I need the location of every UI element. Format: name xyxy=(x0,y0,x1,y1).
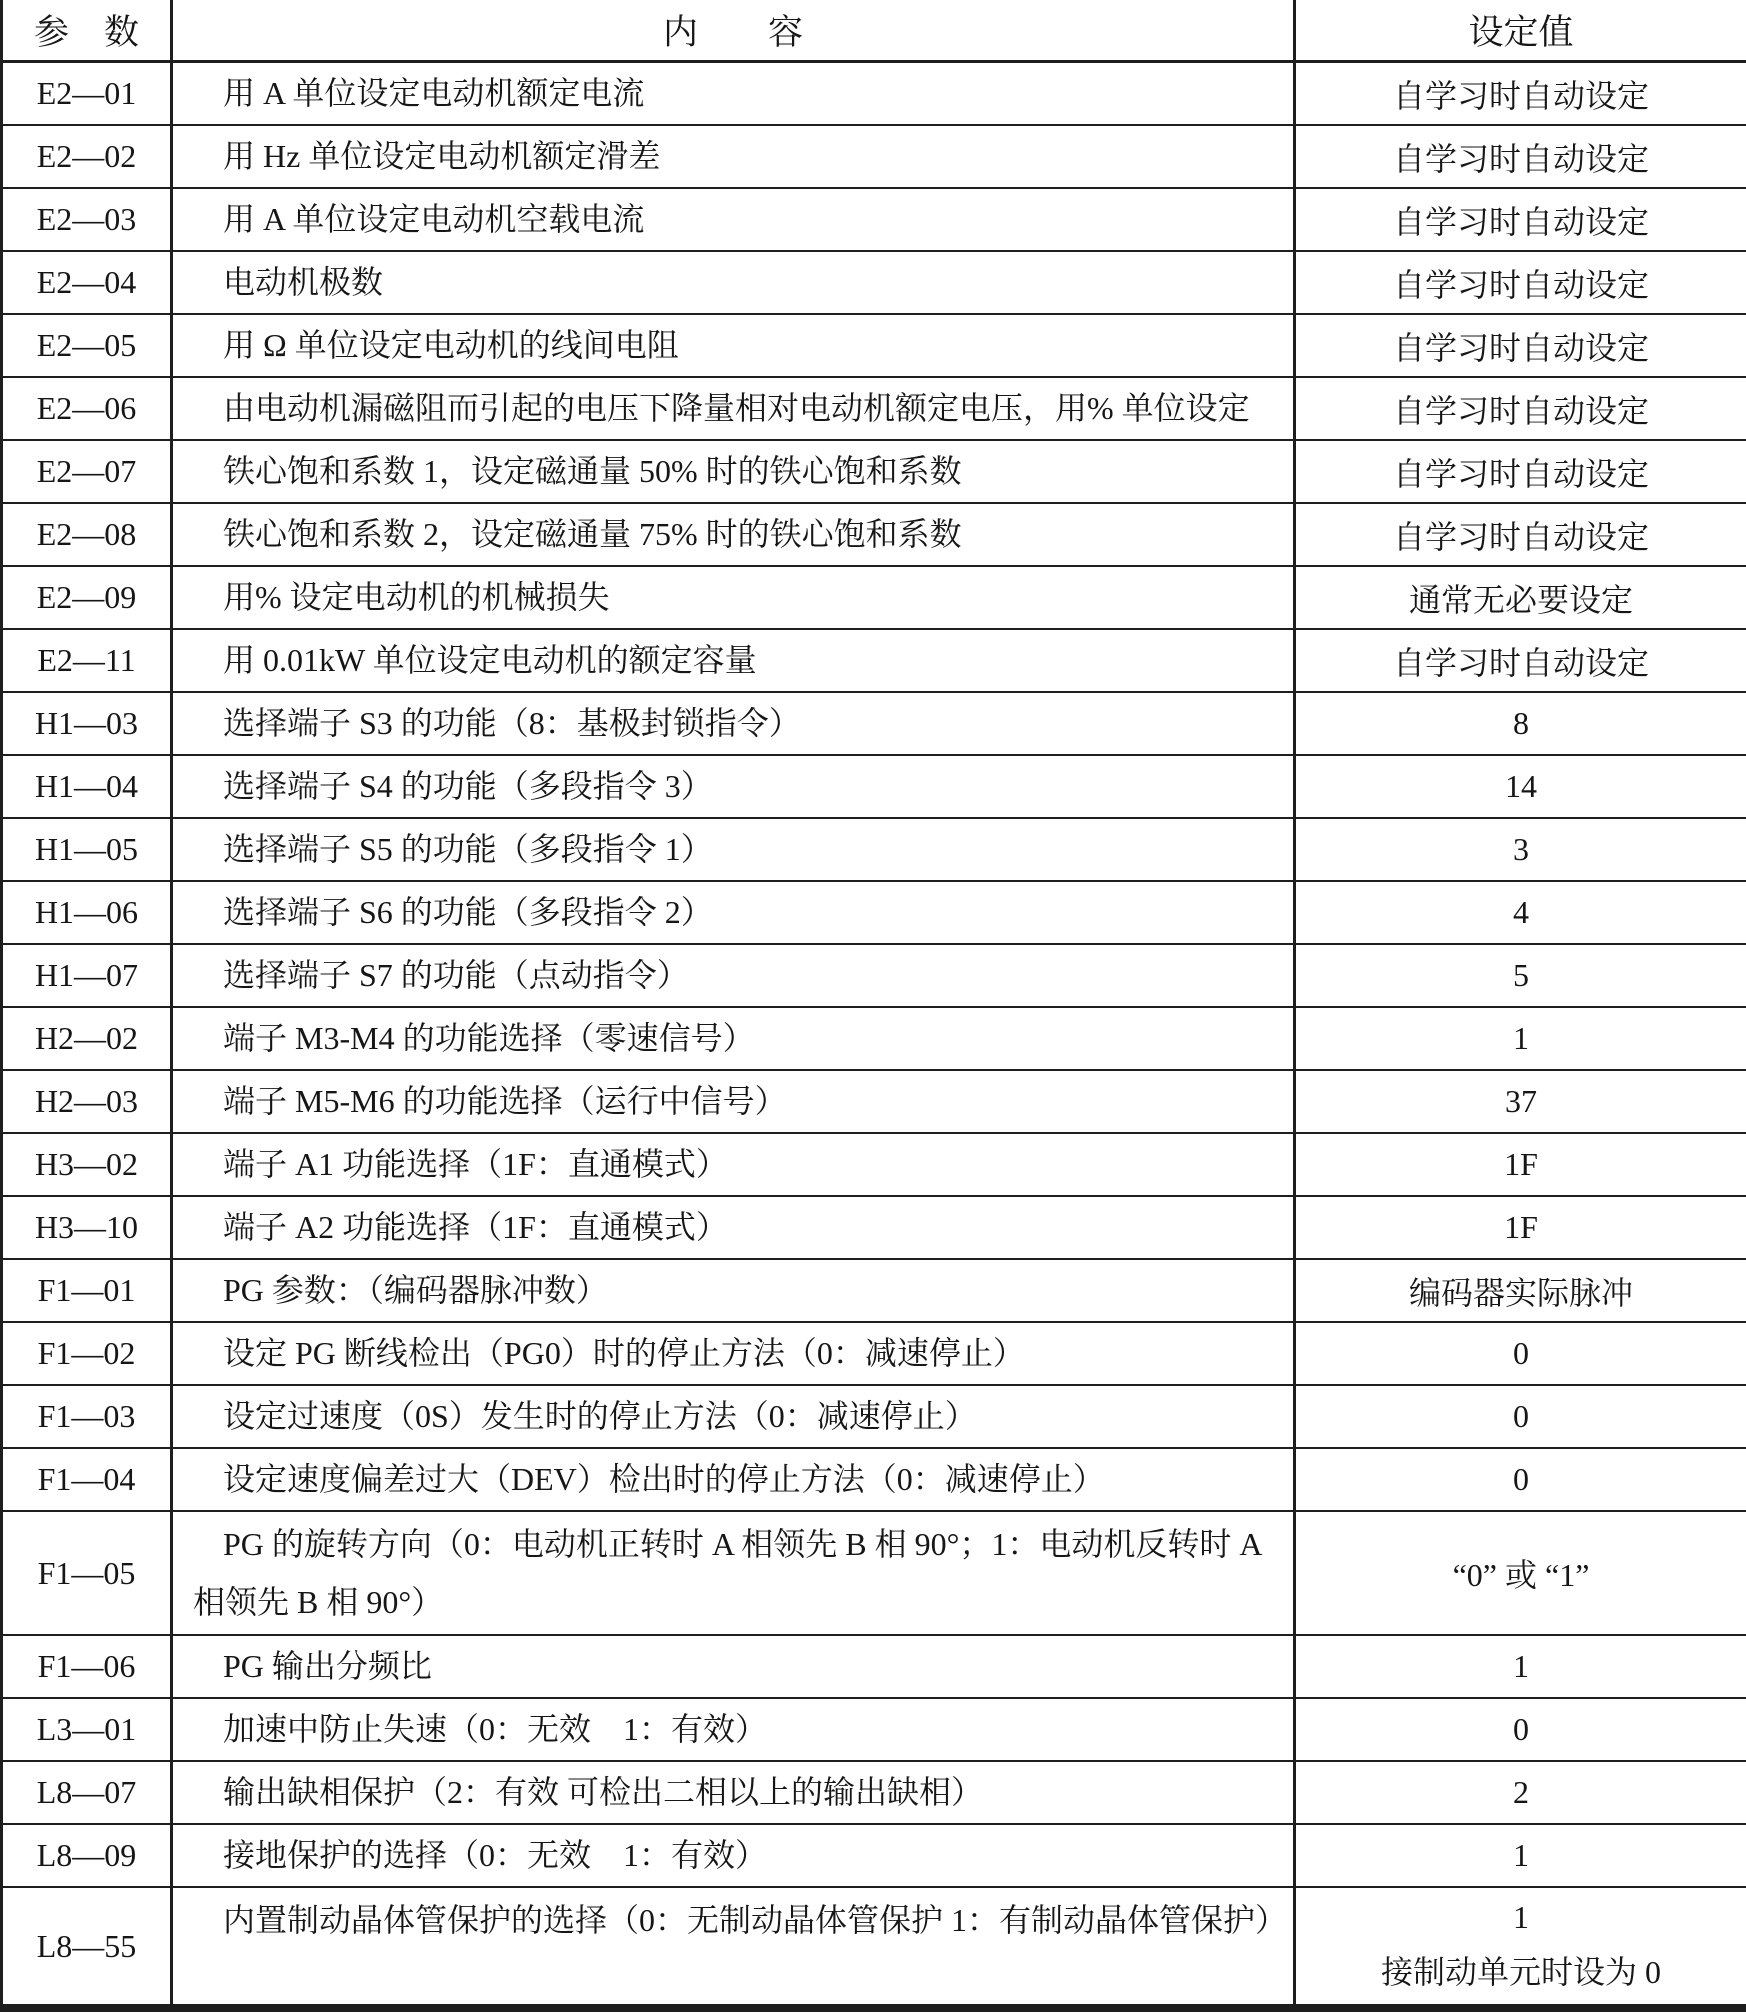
table-row-l3-01 xyxy=(3,1699,1746,1762)
value-cell xyxy=(1296,1825,1746,1886)
value-text: 2 xyxy=(1513,1774,1529,1810)
table-row-f1-02 xyxy=(3,1323,1746,1386)
content-cell: PG 输出分频比 xyxy=(173,1636,1296,1697)
value-cell xyxy=(1296,1197,1746,1258)
value-cell xyxy=(1296,504,1746,565)
table-row-h1-07 xyxy=(3,945,1746,1008)
param-cell: E2—01 xyxy=(3,63,173,124)
header-param: 参 数 xyxy=(3,0,173,60)
value-text: 5 xyxy=(1513,957,1529,993)
param-cell: L3—01 xyxy=(3,1699,173,1760)
value-cell xyxy=(1296,1386,1746,1447)
table-row-f1-01 xyxy=(3,1260,1746,1323)
value-text: 自学习时自动设定 xyxy=(1392,329,1649,366)
content-cell: 接地保护的选择（0：无效 1：有效） xyxy=(173,1825,1296,1886)
value-text: 自学习时自动设定 xyxy=(1392,518,1649,555)
value-text: 14 xyxy=(1505,768,1537,804)
value-text: 1 xyxy=(1513,1899,1529,1935)
content-cell: 设定 PG 断线检出（PG0）时的停止方法（0：减速停止） xyxy=(173,1323,1296,1384)
value-cell xyxy=(1296,1134,1746,1195)
table-row-e2-09 xyxy=(3,567,1746,630)
table-row-e2-04 xyxy=(3,252,1746,315)
param-cell: L8—07 xyxy=(3,1762,173,1823)
table-row-h1-03 xyxy=(3,693,1746,756)
value-cell xyxy=(1296,189,1746,250)
value-text: 1 xyxy=(1513,1020,1529,1056)
table-row-h2-02 xyxy=(3,1008,1746,1071)
param-cell: E2—07 xyxy=(3,441,173,502)
value-text: 8 xyxy=(1513,705,1529,741)
param-cell: E2—05 xyxy=(3,315,173,376)
value-cell xyxy=(1296,1636,1746,1697)
content-cell: 铁心饱和系数 2，设定磁通量 75% 时的铁心饱和系数 xyxy=(173,504,1296,565)
table-row-f1-03 xyxy=(3,1386,1746,1449)
value-cell xyxy=(1296,441,1746,502)
param-cell: F1—04 xyxy=(3,1449,173,1510)
table-row-h3-02 xyxy=(3,1134,1746,1197)
value-text: 0 xyxy=(1513,1398,1529,1434)
value-text: 自学习时自动设定 xyxy=(1392,266,1649,303)
value-text: 37 xyxy=(1505,1083,1537,1119)
table-row-l8-09 xyxy=(3,1825,1746,1888)
table-row-l8-55 xyxy=(3,1888,1746,2012)
value-cell xyxy=(1296,756,1746,817)
value-text: 4 xyxy=(1513,894,1529,930)
value-text: 自学习时自动设定 xyxy=(1392,203,1649,240)
table-row-h1-05 xyxy=(3,819,1746,882)
table-row-f1-06 xyxy=(3,1636,1746,1699)
param-cell: H2—02 xyxy=(3,1008,173,1069)
value-cell xyxy=(1296,1260,1746,1321)
value-cell xyxy=(1296,567,1746,628)
content-cell: 铁心饱和系数 1，设定磁通量 50% 时的铁心饱和系数 xyxy=(173,441,1296,502)
param-cell: F1—05 xyxy=(3,1512,173,1634)
table-row-f1-04 xyxy=(3,1449,1746,1512)
param-cell: E2—02 xyxy=(3,126,173,187)
content-cell: 加速中防止失速（0：无效 1：有效） xyxy=(173,1699,1296,1760)
value-cell xyxy=(1296,1008,1746,1069)
content-cell: 电动机极数 xyxy=(173,252,1296,313)
value-cell xyxy=(1296,1071,1746,1132)
param-cell: E2—08 xyxy=(3,504,173,565)
table-row-h3-10 xyxy=(3,1197,1746,1260)
value-text: “0” 或 “1” xyxy=(1452,1557,1590,1593)
content-cell: 选择端子 S3 的功能（8：基极封锁指令） xyxy=(173,693,1296,754)
param-cell: L8—55 xyxy=(3,1888,173,2004)
content-cell: 用 0.01kW 单位设定电动机的额定容量 xyxy=(173,630,1296,691)
content-cell: 内置制动晶体管保护的选择（0：无制动晶体管保护 1：有制动晶体管保护） xyxy=(173,1888,1296,2004)
value-note: 接制动单元时设为 0 xyxy=(1380,1954,1661,1990)
table-row-e2-06 xyxy=(3,378,1746,441)
param-cell: L8—09 xyxy=(3,1825,173,1886)
content-cell: 设定过速度（0S）发生时的停止方法（0：减速停止） xyxy=(173,1386,1296,1447)
value-cell xyxy=(1296,1699,1746,1760)
content-cell: 选择端子 S7 的功能（点动指令） xyxy=(173,945,1296,1006)
table-row-e2-07 xyxy=(3,441,1746,504)
value-cell xyxy=(1296,945,1746,1006)
value-cell xyxy=(1296,63,1746,124)
table-row-h1-06 xyxy=(3,882,1746,945)
table-row-e2-11 xyxy=(3,630,1746,693)
value-cell xyxy=(1296,315,1746,376)
param-cell: E2—03 xyxy=(3,189,173,250)
table-row-e2-03 xyxy=(3,189,1746,252)
content-cell: 端子 M5-M6 的功能选择（运行中信号） xyxy=(173,1071,1296,1132)
value-cell xyxy=(1296,1512,1746,1634)
param-cell: H3—10 xyxy=(3,1197,173,1258)
param-cell: F1—06 xyxy=(3,1636,173,1697)
table-row-e2-05 xyxy=(3,315,1746,378)
table-row-e2-01 xyxy=(3,63,1746,126)
value-text: 自学习时自动设定 xyxy=(1392,392,1649,429)
content-cell: 用 A 单位设定电动机额定电流 xyxy=(173,63,1296,124)
param-cell: H1—04 xyxy=(3,756,173,817)
value-text: 通常无必要设定 xyxy=(1408,581,1633,618)
param-cell: E2—09 xyxy=(3,567,173,628)
content-cell: 端子 M3-M4 的功能选择（零速信号） xyxy=(173,1008,1296,1069)
content-cell: 用 Hz 单位设定电动机额定滑差 xyxy=(173,126,1296,187)
header-value xyxy=(1296,0,1746,60)
value-text: 1F xyxy=(1504,1146,1538,1182)
value-text: 自学习时自动设定 xyxy=(1392,455,1649,492)
param-cell: H1—06 xyxy=(3,882,173,943)
content-cell: PG 参数：（编码器脉冲数） xyxy=(173,1260,1296,1321)
value-cell xyxy=(1296,630,1746,691)
value-text: 1F xyxy=(1504,1209,1538,1245)
value-cell xyxy=(1296,693,1746,754)
header-value-text: 设定值 xyxy=(1468,13,1574,52)
header-content: 内 容 xyxy=(173,0,1296,60)
content-cell: 用 A 单位设定电动机空载电流 xyxy=(173,189,1296,250)
value-cell xyxy=(1296,1323,1746,1384)
table-row-e2-02 xyxy=(3,126,1746,189)
param-cell: F1—03 xyxy=(3,1386,173,1447)
param-cell: F1—01 xyxy=(3,1260,173,1321)
content-cell: 端子 A2 功能选择（1F：直通模式） xyxy=(173,1197,1296,1258)
content-cell: 输出缺相保护（2：有效 可检出二相以上的输出缺相） xyxy=(173,1762,1296,1823)
param-cell: H1—07 xyxy=(3,945,173,1006)
content-cell: 选择端子 S5 的功能（多段指令 1） xyxy=(173,819,1296,880)
value-text: 0 xyxy=(1513,1711,1529,1747)
value-text: 3 xyxy=(1513,831,1529,867)
table-row-e2-08 xyxy=(3,504,1746,567)
param-cell: H2—03 xyxy=(3,1071,173,1132)
value-text: 编码器实际脉冲 xyxy=(1408,1274,1633,1311)
param-cell: E2—06 xyxy=(3,378,173,439)
content-cell: 设定速度偏差过大（DEV）检出时的停止方法（0：减速停止） xyxy=(173,1449,1296,1510)
value-text: 自学习时自动设定 xyxy=(1392,644,1649,681)
value-cell xyxy=(1296,1449,1746,1510)
value-text: 0 xyxy=(1513,1335,1529,1371)
content-cell: PG 的旋转方向（0：电动机正转时 A 相领先 B 相 90°；1：电动机反转时 A 相领先 B 相 90°） xyxy=(173,1512,1296,1634)
value-text: 0 xyxy=(1513,1461,1529,1497)
content-cell: 用% 设定电动机的机械损失 xyxy=(173,567,1296,628)
value-cell xyxy=(1296,1888,1746,2004)
param-cell: H1—03 xyxy=(3,693,173,754)
value-cell xyxy=(1296,1762,1746,1823)
value-cell xyxy=(1296,252,1746,313)
param-cell: E2—04 xyxy=(3,252,173,313)
value-cell xyxy=(1296,378,1746,439)
table-row-f1-05 xyxy=(3,1512,1746,1636)
param-cell: F1—02 xyxy=(3,1323,173,1384)
param-cell: E2—11 xyxy=(3,630,173,691)
table-row-h1-04 xyxy=(3,756,1746,819)
param-cell: H3—02 xyxy=(3,1134,173,1195)
content-cell: 选择端子 S6 的功能（多段指令 2） xyxy=(173,882,1296,943)
value-text: 1 xyxy=(1513,1837,1529,1873)
value-cell xyxy=(1296,882,1746,943)
table-row-h2-03 xyxy=(3,1071,1746,1134)
value-text: 1 xyxy=(1513,1648,1529,1684)
table-row-l8-07 xyxy=(3,1762,1746,1825)
value-cell xyxy=(1296,126,1746,187)
value-text: 自学习时自动设定 xyxy=(1392,77,1649,114)
table-header-row xyxy=(3,0,1746,63)
param-cell: H1—05 xyxy=(3,819,173,880)
value-text: 自学习时自动设定 xyxy=(1392,140,1649,177)
content-cell: 由电动机漏磁阻而引起的电压下降量相对电动机额定电压，用% 单位设定 xyxy=(173,378,1296,439)
content-cell: 用 Ω 单位设定电动机的线间电阻 xyxy=(173,315,1296,376)
value-cell xyxy=(1296,819,1746,880)
content-cell: 端子 A1 功能选择（1F：直通模式） xyxy=(173,1134,1296,1195)
content-cell: 选择端子 S4 的功能（多段指令 3） xyxy=(173,756,1296,817)
